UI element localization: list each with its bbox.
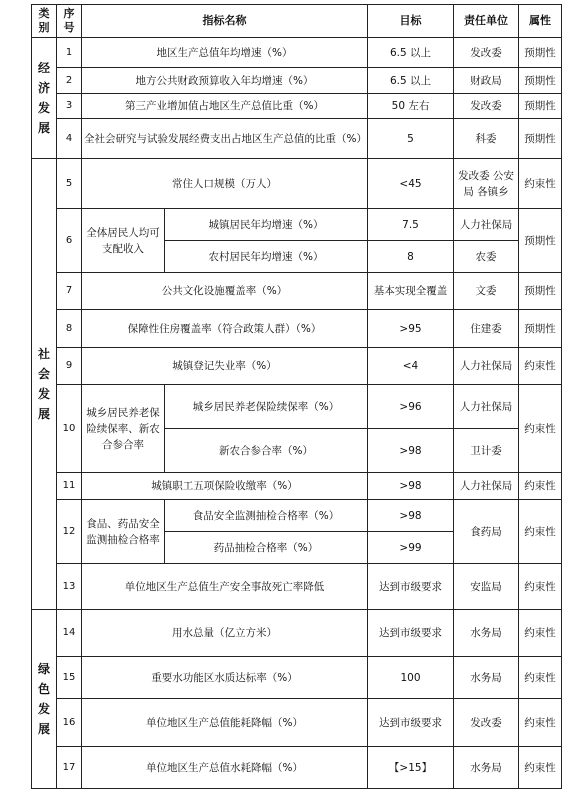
table-row	[32, 310, 562, 348]
target-cell: 6.5 以上	[368, 38, 454, 68]
table-row	[32, 348, 562, 385]
table-row	[32, 699, 562, 747]
attr-cell: 约束性	[519, 348, 562, 385]
seq-cell: 11	[57, 473, 82, 500]
unit-cell: 人力社保局	[454, 209, 519, 241]
seq-cell: 4	[57, 119, 82, 159]
table-row	[32, 747, 562, 789]
unit-cell: 人力社保局	[454, 348, 519, 385]
seq-cell: 10	[57, 385, 82, 473]
attr-cell: 约束性	[519, 657, 562, 699]
unit-cell: 发改委	[454, 38, 519, 68]
unit-cell: 财政局	[454, 68, 519, 94]
category-economic: 经 济 发 展	[32, 38, 57, 159]
target-cell: >95	[368, 310, 454, 348]
table-row	[32, 657, 562, 699]
indicator-cell: 全社会研究与试验发展经费支出占地区生产总值的比重（%）	[82, 119, 368, 159]
table-row	[32, 159, 562, 209]
attr-cell: 约束性	[519, 610, 562, 657]
unit-cell: 科委	[454, 119, 519, 159]
unit-cell: 农委	[454, 241, 519, 273]
seq-cell: 1	[57, 38, 82, 68]
unit-cell: 发改委	[454, 699, 519, 747]
indicator-cell: 用水总量（亿立方米）	[82, 610, 368, 657]
attr-cell: 预期性	[519, 94, 562, 119]
target-cell: <45	[368, 159, 454, 209]
attr-cell: 约束性	[519, 473, 562, 500]
indicator-cell: 公共文化设施覆盖率（%）	[82, 273, 368, 310]
indicator-cell: 单位地区生产总值能耗降幅（%）	[82, 699, 368, 747]
seq-cell: 16	[57, 699, 82, 747]
target-cell: >98	[368, 500, 454, 532]
attr-cell: 约束性	[519, 699, 562, 747]
attr-cell: 预期性	[519, 119, 562, 159]
seq-cell: 8	[57, 310, 82, 348]
attr-cell: 约束性	[519, 500, 562, 564]
group-cell: 全体居民人均可支配收入	[82, 209, 165, 273]
seq-cell: 13	[57, 564, 82, 610]
indicator-cell: 新农合参合率（%）	[165, 429, 368, 473]
target-cell: >99	[368, 532, 454, 564]
indicator-cell: 药品抽检合格率（%）	[165, 532, 368, 564]
attr-cell: 预期性	[519, 209, 562, 273]
target-cell: 达到市级要求	[368, 564, 454, 610]
unit-cell: 人力社保局	[454, 385, 519, 429]
indicator-cell: 单位地区生产总值水耗降幅（%）	[82, 747, 368, 789]
attr-cell: 约束性	[519, 385, 562, 473]
seq-cell: 15	[57, 657, 82, 699]
seq-cell: 9	[57, 348, 82, 385]
header-target: 目标	[368, 5, 454, 38]
unit-cell: 水务局	[454, 610, 519, 657]
indicator-cell: 城镇登记失业率（%）	[82, 348, 368, 385]
unit-cell: 发改委 公安局 各镇乡	[454, 159, 519, 209]
target-cell: 基本实现全覆盖	[368, 273, 454, 310]
unit-cell: 安监局	[454, 564, 519, 610]
seq-cell: 2	[57, 68, 82, 94]
indicator-cell: 单位地区生产总值生产安全事故死亡率降低	[82, 564, 368, 610]
table-row	[32, 564, 562, 610]
seq-cell: 3	[57, 94, 82, 119]
table-row	[32, 119, 562, 159]
target-cell: 5	[368, 119, 454, 159]
header-category: 类别	[32, 5, 57, 38]
target-cell: 【>15】	[368, 747, 454, 789]
indicator-cell: 城镇居民年均增速（%）	[165, 209, 368, 241]
seq-cell: 14	[57, 610, 82, 657]
attr-cell: 预期性	[519, 38, 562, 68]
indicator-cell: 农村居民年均增速（%）	[165, 241, 368, 273]
table-row	[32, 94, 562, 119]
unit-cell: 文委	[454, 273, 519, 310]
category-social: 社 会 发 展	[32, 159, 57, 610]
unit-cell: 水务局	[454, 657, 519, 699]
indicator-cell: 城乡居民养老保险续保率（%）	[165, 385, 368, 429]
indicator-cell: 地方公共财政预算收入年均增速（%）	[82, 68, 368, 94]
target-cell: <4	[368, 348, 454, 385]
target-cell: 达到市级要求	[368, 610, 454, 657]
category-green: 绿 色 发 展	[32, 610, 57, 789]
unit-cell: 人力社保局	[454, 473, 519, 500]
target-cell: >98	[368, 429, 454, 473]
indicator-table	[31, 4, 562, 789]
header-attr: 属性	[519, 5, 562, 38]
target-cell: 6.5 以上	[368, 68, 454, 94]
header-unit: 责任单位	[454, 5, 519, 38]
attr-cell: 约束性	[519, 747, 562, 789]
attr-cell: 约束性	[519, 564, 562, 610]
target-cell: 7.5	[368, 209, 454, 241]
unit-cell: 住建委	[454, 310, 519, 348]
attr-cell: 预期性	[519, 68, 562, 94]
table-row	[32, 273, 562, 310]
attr-cell: 预期性	[519, 273, 562, 310]
seq-cell: 12	[57, 500, 82, 564]
indicator-cell: 重要水功能区水质达标率（%）	[82, 657, 368, 699]
indicator-cell: 第三产业增加值占地区生产总值比重（%）	[82, 94, 368, 119]
table-row	[32, 385, 562, 429]
seq-cell: 7	[57, 273, 82, 310]
target-cell: 8	[368, 241, 454, 273]
target-cell: 100	[368, 657, 454, 699]
seq-cell: 17	[57, 747, 82, 789]
indicator-cell: 食品安全监测抽检合格率（%）	[165, 500, 368, 532]
attr-cell: 约束性	[519, 159, 562, 209]
target-cell: 50 左右	[368, 94, 454, 119]
header-row	[32, 5, 562, 38]
table-row	[32, 473, 562, 500]
target-cell: >98	[368, 473, 454, 500]
indicator-cell: 保障性住房覆盖率（符合政策人群）（%）	[82, 310, 368, 348]
target-cell: >96	[368, 385, 454, 429]
table-row	[32, 38, 562, 68]
indicator-cell: 地区生产总值年均增速（%）	[82, 38, 368, 68]
table-row	[32, 209, 562, 241]
target-cell: 达到市级要求	[368, 699, 454, 747]
seq-cell: 5	[57, 159, 82, 209]
unit-cell: 食药局	[454, 500, 519, 564]
indicator-cell: 城镇职工五项保险收缴率（%）	[82, 473, 368, 500]
table-row	[32, 500, 562, 532]
unit-cell: 水务局	[454, 747, 519, 789]
attr-cell: 预期性	[519, 310, 562, 348]
seq-cell: 6	[57, 209, 82, 273]
table-row	[32, 610, 562, 657]
indicator-cell: 常住人口规模（万人）	[82, 159, 368, 209]
table-row	[32, 68, 562, 94]
group-cell: 城乡居民养老保险续保率、新农合参合率	[82, 385, 165, 473]
unit-cell: 发改委	[454, 94, 519, 119]
header-indicator: 指标名称	[82, 5, 368, 38]
group-cell: 食品、药品安全监测抽检合格率	[82, 500, 165, 564]
unit-cell: 卫计委	[454, 429, 519, 473]
header-seq: 序号	[57, 5, 82, 38]
